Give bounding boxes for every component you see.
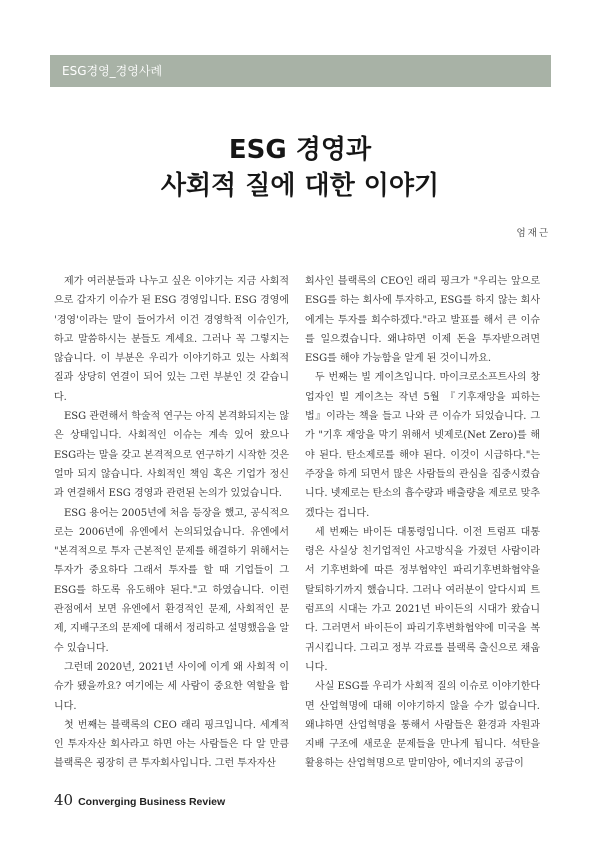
paragraph: 세 번째는 바이든 대통령입니다. 이전 트럼프 대통령은 사실상 친기업적인 사고방식을 가졌던 사람이라서 기후변화에 따른 정부협약인 파리기후변화협약을 탈퇴하기까지 했습니다. 그러나 여러분이 알다시피 트럼프의 시대는 가고 2021년 바이든의 시대가 왔습니다. 그러면서 바이든이 파리기후변화협약에 미국을 복귀시킵니다. 그리고 정부 각료를 블랙록 출신으로 채웁니다.	[305, 526, 540, 673]
paragraph: 회사인 블랙록의 CEO인 래리 핑크가 "우리는 앞으로 ESG를 하는 회사에 투자하고, ESG를 하지 않는 회사에게는 투자를 회수하겠다."라고 발표를 해서 큰 이슈를 일으켰습니다. 왜냐하면 이제 돈을 투자받으려면 ESG를 해야 가능함을 알게 된 것이니까요.	[305, 276, 540, 365]
page-number: 40	[54, 791, 74, 809]
paragraph: 그런데 2020년, 2021년 사이에 이게 왜 사회적 이슈가 됐을까요? 여기에는 세 사람이 중요한 역할을 합니다.	[54, 661, 289, 712]
journal-name: Converging Business Review	[78, 796, 226, 808]
title-line-1: ESG 경영과	[228, 135, 372, 165]
section-header-bar	[50, 55, 551, 87]
article-title	[0, 132, 600, 204]
paragraph: 첫 번째는 블랙록의 CEO 래리 핑크입니다. 세계적인 투자자산 회사라고 하면 아는 사람들은 다 알 만큼 블랙록은 굉장히 큰 투자회사입니다. 그런 투자자산	[54, 719, 289, 770]
right-column	[305, 272, 540, 774]
section-label: ESG경영_경영사례	[62, 64, 163, 78]
title-line-2: 사회적 질에 대한 이야기	[160, 171, 440, 201]
paragraph: ESG 용어는 2005년에 처음 등장을 했고, 공식적으로는 2006년에 유엔에서 논의되었습니다. 유엔에서 "본격적으로 투자 근본적인 문제를 해결하기 위해서는 투자가 중요하다 그래서 투자를 할 때 기업들이 그 ESG를 하도록 유도해야 된다."고 하였습니다. 이런 관점에서 보면 유엔에서 환경적인 문제, 사회적인 문제, 지배구조의 문제에 대해서 정리하고 설명했음을 알 수 있습니다.	[54, 507, 289, 654]
author-name: 엄재근	[516, 228, 550, 239]
paragraph: 제가 여러분들과 나누고 싶은 이야기는 지금 사회적으로 갑자기 이슈가 된 ESG 경영입니다. ESG 경영에 '경영'이라는 말이 들어가서 이건 경영학적 이슈인가, 하고 말씀하시는 분들도 계세요. 그러나 꼭 그렇지는 않습니다. 이 부분은 우리가 이야기하고 있는 사회적 질과 상당히 연결이 되어 있는 그런 부분인 것 같습니다.	[54, 276, 289, 403]
page-footer	[54, 790, 225, 809]
left-column	[54, 272, 289, 774]
paragraph: ESG 관련해서 학술적 연구는 아직 본격화되지는 않은 상태입니다. 사회적인 이슈는 계속 있어 왔으나 ESG라는 말을 갖고 본격적으로 연구하기 시작한 것은 얼마 되지 않습니다. 사회적인 책임 혹은 기업가 정신과 연결해서 ESG 경영과 관련된 논의가 있었습니다.	[54, 411, 289, 500]
paragraph: 두 번째는 빌 게이츠입니다. 마이크로소프트사의 창업자인 빌 게이츠는 작년 5월 『기후재앙을 피하는 법』이라는 책을 들고 나와 큰 이슈가 되었습니다. 그가 "기후 재앙을 막기 위해서 넷제로(Net Zero)를 해야 된다. 탄소제로를 해야 된다. 이것이 시급하다."는 주장을 하게 되면서 많은 사람들의 관심을 집중시켰습니다. 넷제로는 탄소의 흡수량과 배출량을 제로로 맞추겠다는 겁니다.	[305, 372, 540, 519]
paragraph: 사실 ESG를 우리가 사회적 질의 이슈로 이야기한다면 산업혁명에 대해 이야기하지 않을 수가 없습니다. 왜냐하면 산업혁명을 통해서 사람들은 환경과 자원과 지배 구조에 새로운 문제들을 만나게 됩니다. 석탄을 활용하는 산업혁명으로 말미암아, 에너지의 공급이	[305, 681, 540, 770]
